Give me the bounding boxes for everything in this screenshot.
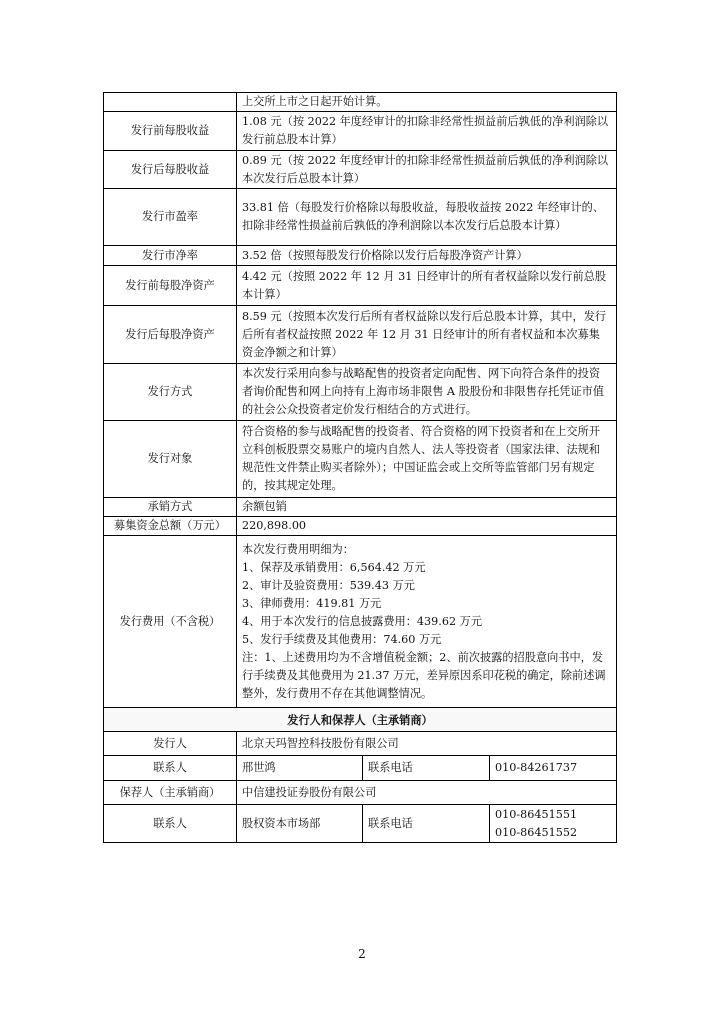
table-row — [104, 498, 617, 517]
fee-line: 本次发行费用明细为： — [242, 542, 354, 556]
table-row — [104, 189, 617, 246]
fee-line: 2、审计及验资费用：539.43 万元 — [242, 578, 415, 592]
table-row — [104, 93, 617, 112]
eps-after-label: 发行后每股收益 — [104, 151, 237, 189]
sponsor-label: 保荐人（主承销商） — [104, 781, 237, 805]
table-row — [104, 708, 617, 732]
document-page — [103, 92, 616, 843]
table-row — [104, 517, 617, 536]
pb-value: 3.52 倍（按照每股发行价格除以发行后每股净资产计算） — [237, 246, 617, 266]
issue-info-table — [103, 92, 617, 843]
table-row — [104, 756, 617, 781]
issuer-tel-label: 联系电话 — [363, 756, 490, 781]
sponsor-tel-1: 010-86451551 — [495, 807, 578, 821]
page-number: 2 — [358, 947, 366, 961]
issuer-contact-label: 联系人 — [104, 756, 237, 781]
table-row — [104, 246, 617, 266]
sponsor-contact-label: 联系人 — [104, 805, 237, 843]
table-row — [104, 732, 617, 756]
fees-note: 注：1、上述费用均为不含增值税金额；2、前次披露的招股意向书中，发行手续费及其他费用为 21.37 万元，差异原因系印花税的确定，除前述调整外，发行费用不存在其他调整情况。 — [242, 650, 606, 700]
section-title: 发行人和保荐人（主承销商） — [104, 708, 617, 732]
target-value: 符合资格的参与战略配售的投资者、符合资格的网下投资者和在上交所开立科创板股票交易账户的境内自然人、法人等投资者（国家法律、法规和规范性文件禁止购买者除外）；中国证监会或上交所等监管部门另有规定的，按其规定处理。 — [237, 421, 617, 498]
underwriting-label: 承销方式 — [104, 498, 237, 517]
fees-label: 发行费用（不含税） — [104, 536, 237, 708]
sponsor-contact-name: 股权资本市场部 — [237, 805, 363, 843]
underwriting-value: 余额包销 — [237, 498, 617, 517]
method-label: 发行方式 — [104, 364, 237, 421]
raised-value: 220,898.00 — [237, 517, 617, 536]
pb-label: 发行市净率 — [104, 246, 237, 266]
table-row — [104, 364, 617, 421]
fees-value — [237, 536, 617, 708]
table-row — [104, 421, 617, 498]
table-row — [104, 536, 617, 708]
sponsor-tel-2: 010-86451552 — [495, 825, 578, 839]
fee-line: 1、保荐及承销费用：6,564.42 万元 — [242, 560, 426, 574]
nav-before-value: 4.42 元（按照 2022 年 12 月 31 日经审计的所有者权益除以发行前总股本计算） — [237, 266, 617, 306]
table-row — [104, 306, 617, 364]
pe-value: 33.81 倍（每股发行价格除以每股收益，每股收益按 2022 年经审计的、扣除非经常性损益前后孰低的净利润除以本次发行后总股本计算） — [237, 189, 617, 246]
table-row — [104, 805, 617, 843]
listing-continuation: 上交所上市之日起开始计算。 — [237, 93, 617, 112]
eps-before-label: 发行前每股收益 — [104, 112, 237, 151]
issuer-contact-name: 邢世鸿 — [237, 756, 363, 781]
issuer-value: 北京天玛智控科技股份有限公司 — [237, 732, 617, 756]
method-value: 本次发行采用向参与战略配售的投资者定向配售、网下向符合条件的投资者询价配售和网上向持有上海市场非限售 A 股股份和非限售存托凭证市值的社会公众投资者定价发行相结合的方式进行。 — [237, 364, 617, 421]
raised-label: 募集资金总额（万元） — [104, 517, 237, 536]
table-row — [104, 151, 617, 189]
issuer-tel: 010-84261737 — [490, 756, 617, 781]
table-row — [104, 112, 617, 151]
table-row — [104, 266, 617, 306]
nav-before-label: 发行前每股净资产 — [104, 266, 237, 306]
sponsor-value: 中信建投证券股份有限公司 — [237, 781, 617, 805]
fee-line: 5、发行手续费及其他费用：74.60 万元 — [242, 632, 442, 646]
eps-before-value: 1.08 元（按 2022 年度经审计的扣除非经常性损益前后孰低的净利润除以发行前总股本计算） — [237, 112, 617, 151]
nav-after-label: 发行后每股净资产 — [104, 306, 237, 364]
nav-after-value: 8.59 元（按照本次发行后所有者权益除以发行后总股本计算，其中，发行后所有者权益按照 2022 年 12 月 31 日经审计的所有者权益和本次募集资金净额之和计算） — [237, 306, 617, 364]
sponsor-tel — [490, 805, 617, 843]
table-row — [104, 781, 617, 805]
fee-line: 3、律师费用：419.81 万元 — [242, 596, 382, 610]
issuer-label: 发行人 — [104, 732, 237, 756]
target-label: 发行对象 — [104, 421, 237, 498]
sponsor-tel-label: 联系电话 — [363, 805, 490, 843]
eps-after-value: 0.89 元（按 2022 年度经审计的扣除非经常性损益前后孰低的净利润除以本次发行后总股本计算） — [237, 151, 617, 189]
pe-label: 发行市盈率 — [104, 189, 237, 246]
fee-line: 4、用于本次发行的信息披露费用：439.62 万元 — [242, 614, 483, 628]
